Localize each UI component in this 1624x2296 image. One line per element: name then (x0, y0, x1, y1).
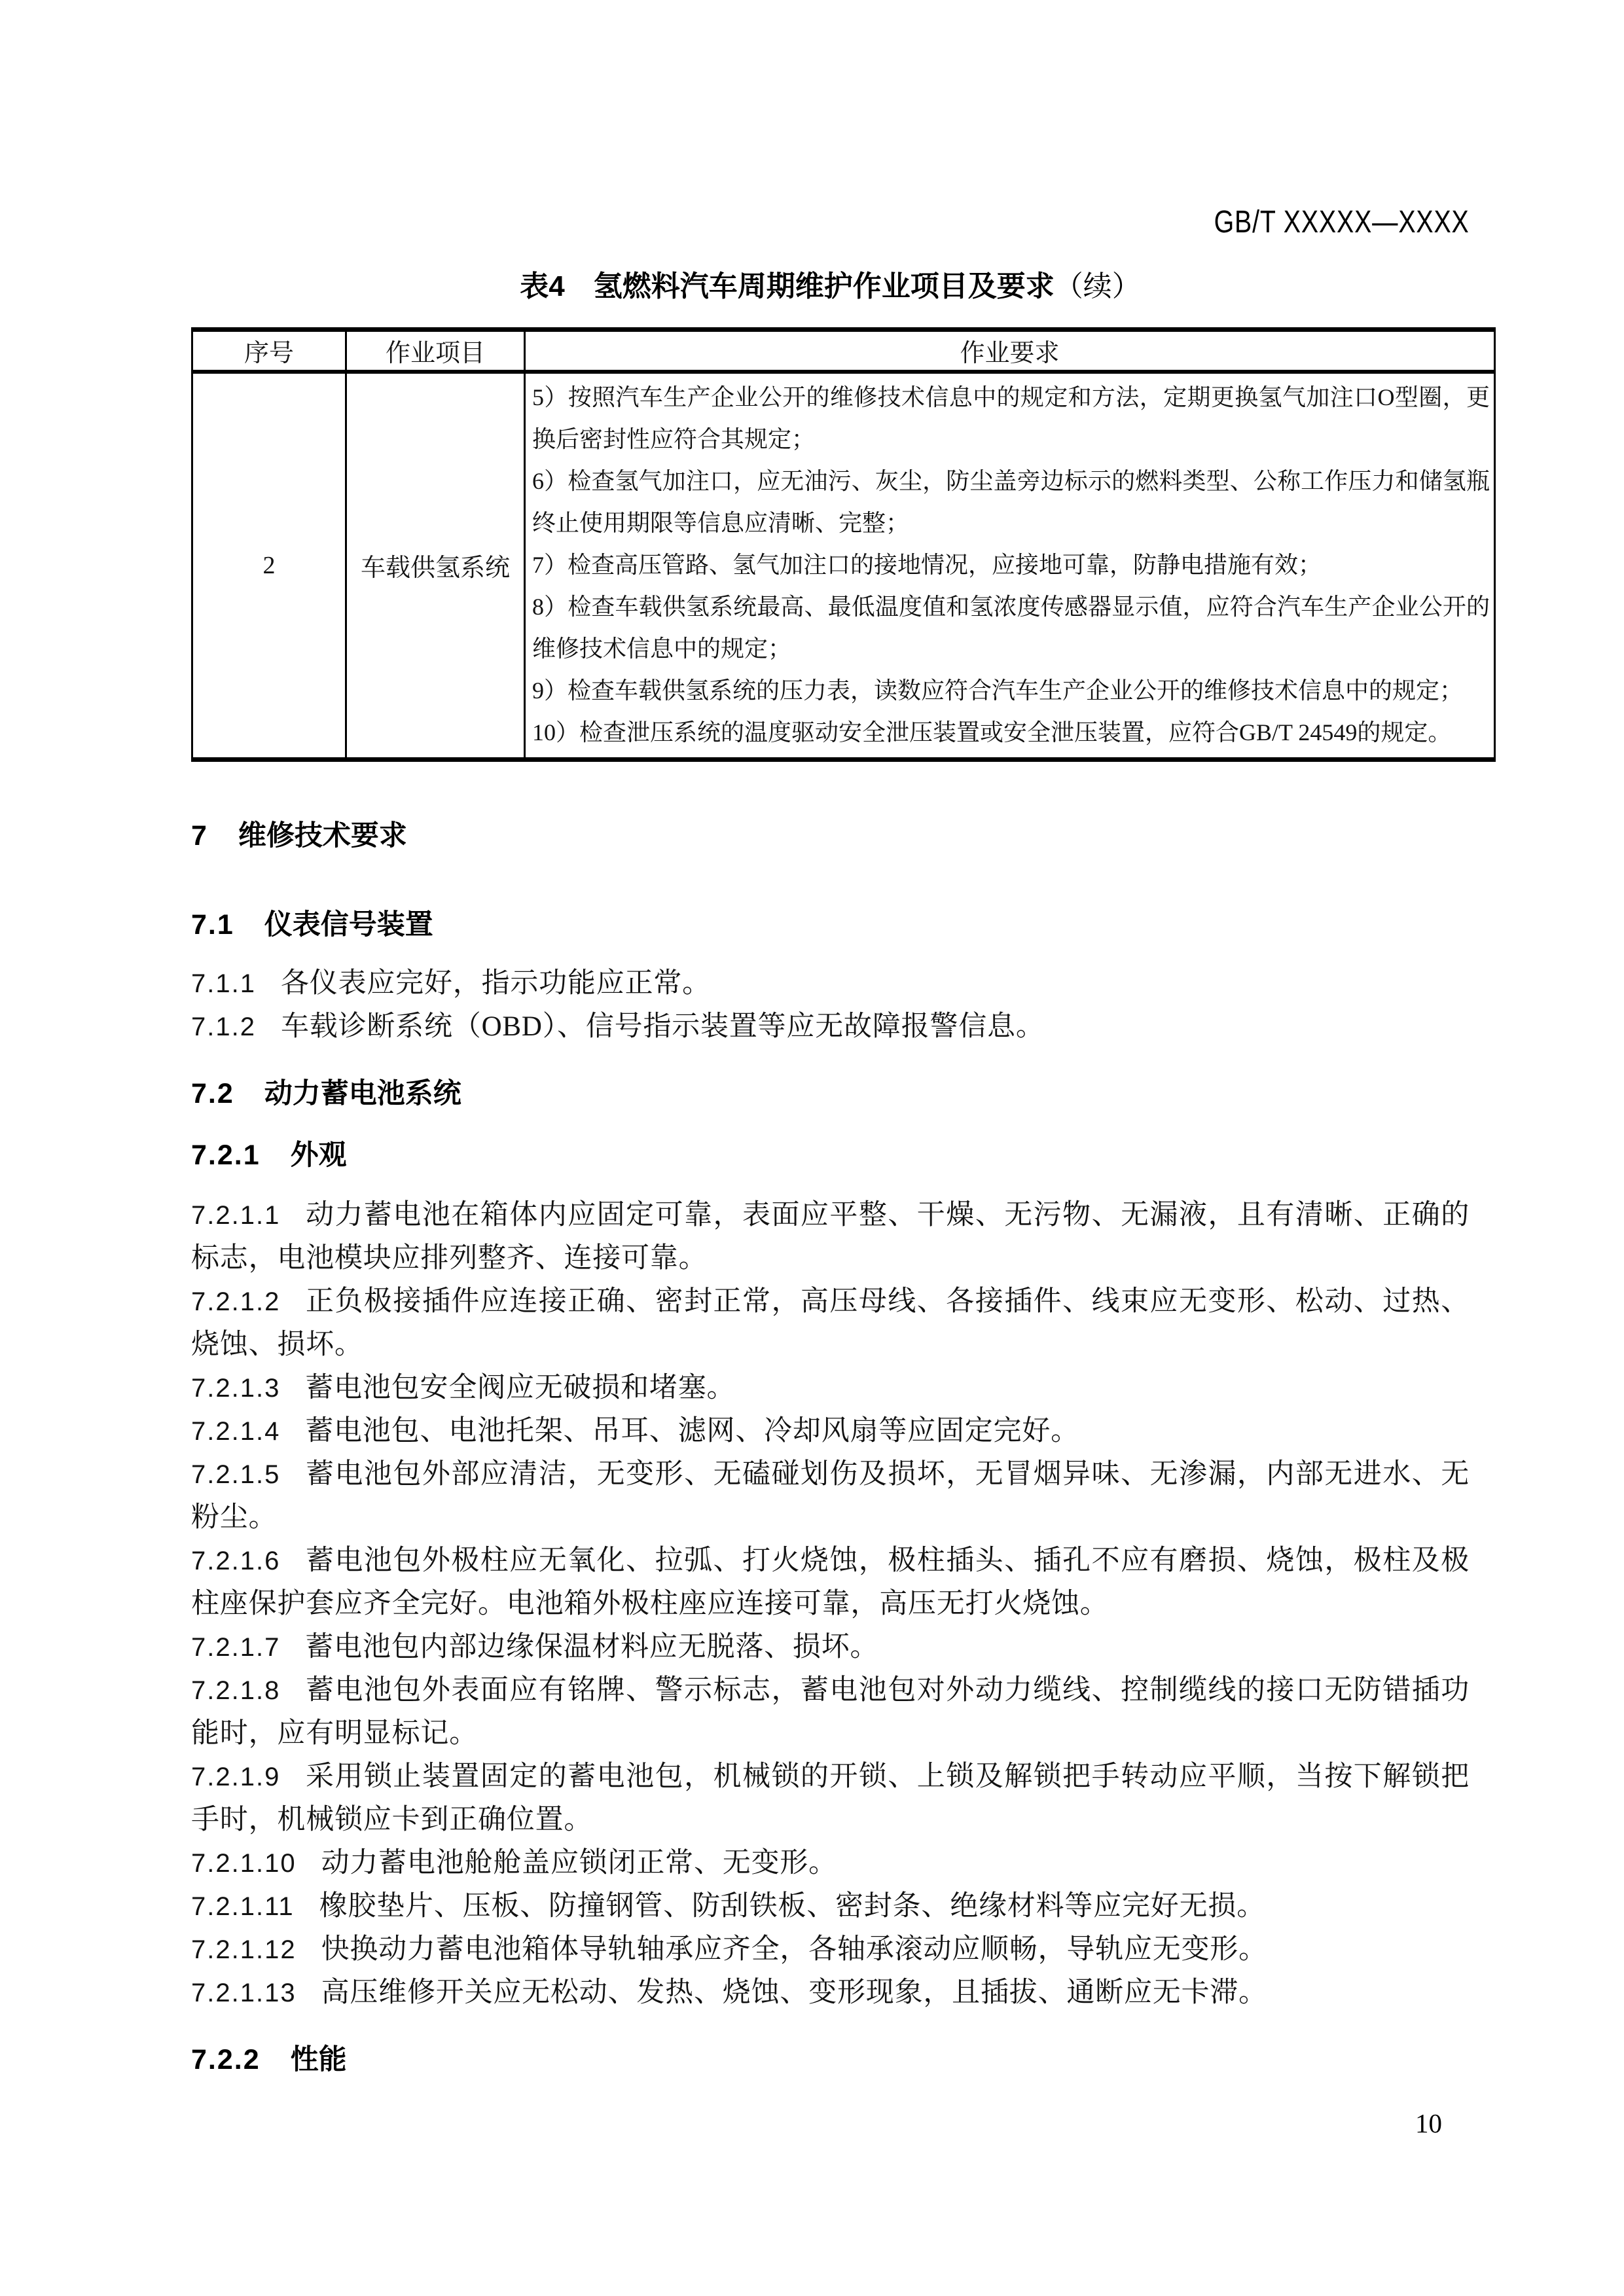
doc-code-text: GB/T XXXXX—XXXX (1214, 205, 1470, 240)
heading-7-2-2-title: 性能 (290, 2043, 347, 2075)
clause-7-2-1-9-number: 7.2.1.9 (191, 1762, 281, 1791)
clause-7-2-1-13-number: 7.2.1.13 (191, 1978, 297, 2007)
page-number: 10 (1415, 2108, 1442, 2138)
doc-code-header (191, 207, 1470, 238)
clause-7-2-1-10-number: 7.2.1.10 (191, 1848, 297, 1878)
clause-7-2-1-5-text: 蓄电池包外部应清洁，无变形、无磕碰划伤及损坏，无冒烟异味、无渗漏，内部无进水、无粉尘。 (191, 1458, 1470, 1533)
clause-7-1-1 (191, 962, 1470, 1005)
cell-work-item: 车载供氢系统 (346, 372, 525, 760)
column-header-index: 序号 (192, 330, 346, 372)
clause-7-2-1-7 (191, 1626, 1470, 1669)
clause-7-2-1-11 (191, 1885, 1470, 1928)
heading-7-2-2 (191, 2038, 1470, 2081)
clause-7-2-1-8 (191, 1669, 1470, 1755)
clause-7-2-1-6-text: 蓄电池包外极柱应无氧化、拉弧、打火烧蚀，极柱插头、插孔不应有磨损、烧蚀，极柱及极柱座保护套应齐全完好。电池箱外极柱座应连接可靠，高压无打火烧蚀。 (191, 1545, 1470, 1619)
clause-7-2-1-4 (191, 1410, 1470, 1453)
clause-7-2-1-2-number: 7.2.1.2 (191, 1287, 281, 1316)
clause-7-2-1-4-number: 7.2.1.4 (191, 1416, 281, 1446)
clause-7-2-1-6-number: 7.2.1.6 (191, 1546, 281, 1575)
table-row (192, 372, 1495, 760)
clause-7-2-1-8-text: 蓄电池包外表面应有铭牌、警示标志，蓄电池包对外动力缆线、控制缆线的接口无防错插功能时，应有明显标记。 (191, 1674, 1470, 1749)
heading-7-2 (191, 1072, 1470, 1115)
clause-7-2-1-3-number: 7.2.1.3 (191, 1373, 281, 1403)
clause-7-2-1-1-number: 7.2.1.1 (191, 1200, 281, 1230)
clause-7-2-1-6 (191, 1539, 1470, 1626)
clause-7-2-1-2-text: 正负极接插件应连接正确、密封正常，高压母线、各接插件、线束应无变形、松动、过热、烧蚀、损坏。 (191, 1285, 1470, 1360)
clause-7-2-1-4-text: 蓄电池包、电池托架、吊耳、滤网、冷却风扇等应固定完好。 (305, 1415, 1079, 1446)
clause-7-2-1-11-number: 7.2.1.11 (191, 1892, 295, 1921)
column-header-item: 作业项目 (346, 330, 525, 372)
column-header-requirement: 作业要求 (525, 330, 1495, 372)
clause-7-2-1-3-text: 蓄电池包安全阀应无破损和堵塞。 (305, 1372, 736, 1403)
maintenance-items-table (191, 327, 1496, 762)
clause-7-2-1-9 (191, 1755, 1470, 1842)
heading-7-title: 维修技术要求 (238, 819, 407, 852)
table-title (191, 270, 1470, 304)
heading-7-2-1 (191, 1134, 1470, 1177)
table-header-row (192, 330, 1495, 372)
clause-7-1-1-number: 7.1.1 (191, 969, 256, 998)
heading-7-2-2-number: 7.2.2 (191, 2043, 261, 2075)
clause-7-2-1-10 (191, 1842, 1470, 1885)
heading-7-2-1-number: 7.2.1 (191, 1139, 261, 1171)
table-title-suffix: （续） (1054, 270, 1141, 302)
clause-7-2-1-10-text: 动力蓄电池舱舱盖应锁闭正常、无变形。 (321, 1847, 837, 1878)
clause-7-1-1-text: 各仪表应完好，指示功能应正常。 (280, 967, 711, 999)
cell-requirements (525, 372, 1495, 760)
requirement-item-5: 5）按照汽车生产企业公开的维修技术信息中的规定和方法，定期更换氢气加注口O型圈，更换后密封性应符合其规定； (532, 384, 1490, 452)
requirement-item-9: 9）检查车载供氢系统的压力表，读数应符合汽车生产企业公开的维修技术信息中的规定； (532, 677, 1464, 704)
heading-7-1 (191, 903, 1470, 946)
clause-7-2-1-8-number: 7.2.1.8 (191, 1676, 281, 1705)
clause-7-1-2-number: 7.1.2 (191, 1012, 256, 1041)
heading-7-number: 7 (191, 819, 208, 852)
clause-7-2-1-5 (191, 1453, 1470, 1539)
requirement-item-7: 7）检查高压管路、氢气加注口的接地情况，应接地可靠，防静电措施有效； (532, 551, 1322, 578)
requirement-item-8: 8）检查车载供氢系统最高、最低温度值和氢浓度传感器显示值，应符合汽车生产企业公开的维修技术信息中的规定； (532, 593, 1490, 662)
clause-7-1-2-text: 车载诊断系统（OBD）、信号指示装置等应无故障报警信息。 (280, 1011, 1045, 1042)
clause-7-2-1-1 (191, 1194, 1470, 1280)
clause-7-2-1-2 (191, 1280, 1470, 1367)
heading-7-2-1-title: 外观 (290, 1139, 347, 1171)
clause-7-2-1-7-text: 蓄电池包内部边缘保温材料应无脱落、损坏。 (305, 1631, 879, 1662)
clause-7-2-1-13-text: 高压维修开关应无松动、发热、烧蚀、变形现象，且插拔、通断应无卡滞。 (321, 1977, 1267, 2008)
requirement-item-6: 6）检查氢气加注口，应无油污、灰尘，防尘盖旁边标示的燃料类型、公称工作压力和储氢瓶终止使用期限等信息应清晰、完整； (532, 467, 1490, 536)
clause-7-2-1-12-text: 快换动力蓄电池箱体导轨轴承应齐全，各轴承滚动应顺畅，导轨应无变形。 (321, 1933, 1267, 1965)
clause-7-1-2 (191, 1005, 1470, 1049)
heading-7-2-number: 7.2 (191, 1077, 234, 1109)
clause-7-2-1-11-text: 橡胶垫片、压板、防撞钢管、防刮铁板、密封条、绝缘材料等应完好无损。 (319, 1890, 1266, 1922)
clause-7-2-1-7-number: 7.2.1.7 (191, 1632, 281, 1662)
cell-row-index: 2 (262, 551, 276, 579)
heading-7-1-number: 7.1 (191, 908, 234, 941)
clause-7-2-1-12-number: 7.2.1.12 (191, 1935, 297, 1964)
heading-7 (191, 814, 1470, 857)
requirement-item-10: 10）检查泄压系统的温度驱动安全泄压装置或安全泄压装置，应符合GB/T 24549的规定。 (532, 719, 1452, 745)
clause-7-2-1-13 (191, 1971, 1470, 2015)
clause-7-2-1-3 (191, 1367, 1470, 1410)
heading-7-2-title: 动力蓄电池系统 (264, 1077, 461, 1109)
heading-7-1-title: 仪表信号装置 (264, 908, 433, 941)
clause-7-2-1-9-text: 采用锁止装置固定的蓄电池包，机械锁的开锁、上锁及解锁把手转动应平顺，当按下解锁把手时，机械锁应卡到正确位置。 (191, 1761, 1470, 1835)
clause-7-2-1-12 (191, 1928, 1470, 1971)
clause-7-2-1-1-text: 动力蓄电池在箱体内应固定可靠，表面应平整、干燥、无污物、无漏液，且有清晰、正确的标志，电池模块应排列整齐、连接可靠。 (191, 1199, 1470, 1274)
table-title-main: 表4 氢燃料汽车周期维护作业项目及要求 (520, 270, 1055, 302)
clause-7-2-1-5-number: 7.2.1.5 (191, 1460, 281, 1489)
